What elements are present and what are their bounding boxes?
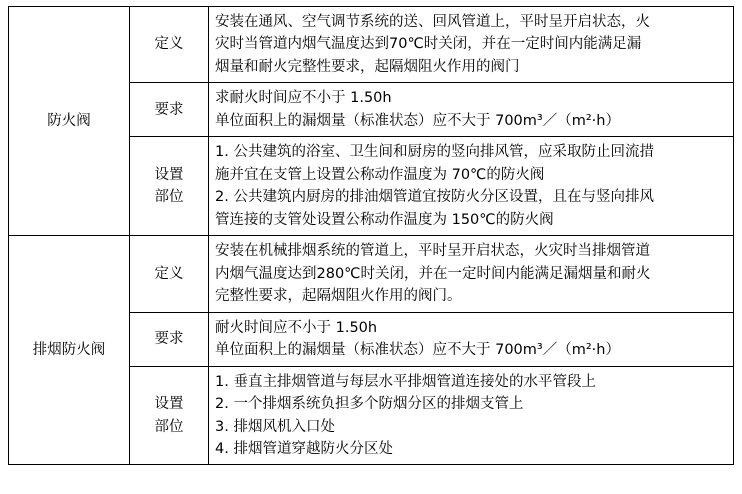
text-line: 单位面积上的漏烟量（标准状态）应不大于 700m³／（m²·h） (215, 342, 620, 359)
text-line: 2. 公共建筑内厨房的排油烟管道宜按防火分区设置，且在与竖向排风 (215, 189, 654, 206)
text-line: 耐火时间应不小于 1.50h (215, 319, 378, 336)
definition-content-smoke-fire-damper (209, 236, 734, 312)
text-line: 完整性要求，起隔烟阻火作用的阀门。 (215, 288, 462, 305)
field-label-line: 部位 (154, 418, 184, 435)
category-cell-fire-damper: 防火阀 (9, 7, 130, 236)
requirement-content-fire-damper (209, 83, 734, 137)
location-content-fire-damper (209, 137, 734, 236)
field-label-line: 部位 (154, 189, 184, 206)
field-label-line: 设置 (154, 396, 184, 413)
table-body (9, 7, 734, 465)
category-cell-smoke-fire-damper: 排烟防火阀 (9, 236, 130, 465)
text-line: 求耐火时间应不小于 1.50h (215, 90, 392, 107)
field-label-requirement: 要求 (130, 312, 209, 366)
text-line: 安装在通风、空气调节系统的送、回风管道上，平时呈开启状态，火 (215, 14, 650, 30)
text-line: 施并宜在支管上设置公称动作温度为 70℃的防火阀 (215, 166, 545, 183)
field-label-line: 设置 (154, 166, 184, 183)
text-line: 灾时当管道内烟气温度达到70℃时关闭，并在一定时间内能满足漏 (215, 36, 642, 53)
requirement-content-smoke-fire-damper (209, 312, 734, 366)
text-line: 烟量和耐火完整性要求，起隔烟阻火作用的阀门 (215, 58, 520, 75)
text-line: 1. 公共建筑的浴室、卫生间和厨房的竖向排风管，应采取防止回流措 (215, 144, 654, 161)
fire-damper-comparison-table (8, 6, 734, 465)
field-label-definition: 定义 (130, 236, 209, 312)
text-line: 3. 排烟风机入口处 (215, 418, 335, 435)
text-line: 4. 排烟管道穿越防火分区处 (215, 440, 393, 457)
text-line: 安装在机械排烟系统的管道上，平时呈开启状态，火灾时当排烟管道 (215, 243, 650, 260)
field-label-location (130, 366, 209, 465)
text-line: 单位面积上的漏烟量（标准状态）应不大于 700m³／（m²·h） (215, 112, 620, 129)
text-line: 管连接的支管处设置公称动作温度为 150℃的防火阀 (215, 211, 554, 228)
table-row (9, 7, 734, 83)
text-line: 2. 一个排烟系统负担多个防烟分区的排烟支管上 (215, 396, 524, 413)
text-line: 内烟气温度达到280℃时关闭，并在一定时间内能满足漏烟量和耐火 (215, 265, 651, 282)
text-line: 1. 垂直主排烟管道与每层水平排烟管道连接处的水平管段上 (215, 373, 596, 390)
definition-content-fire-damper (209, 7, 734, 83)
table-row (9, 236, 734, 312)
field-label-definition: 定义 (130, 7, 209, 83)
location-content-smoke-fire-damper (209, 366, 734, 465)
field-label-location (130, 137, 209, 236)
field-label-requirement: 要求 (130, 83, 209, 137)
